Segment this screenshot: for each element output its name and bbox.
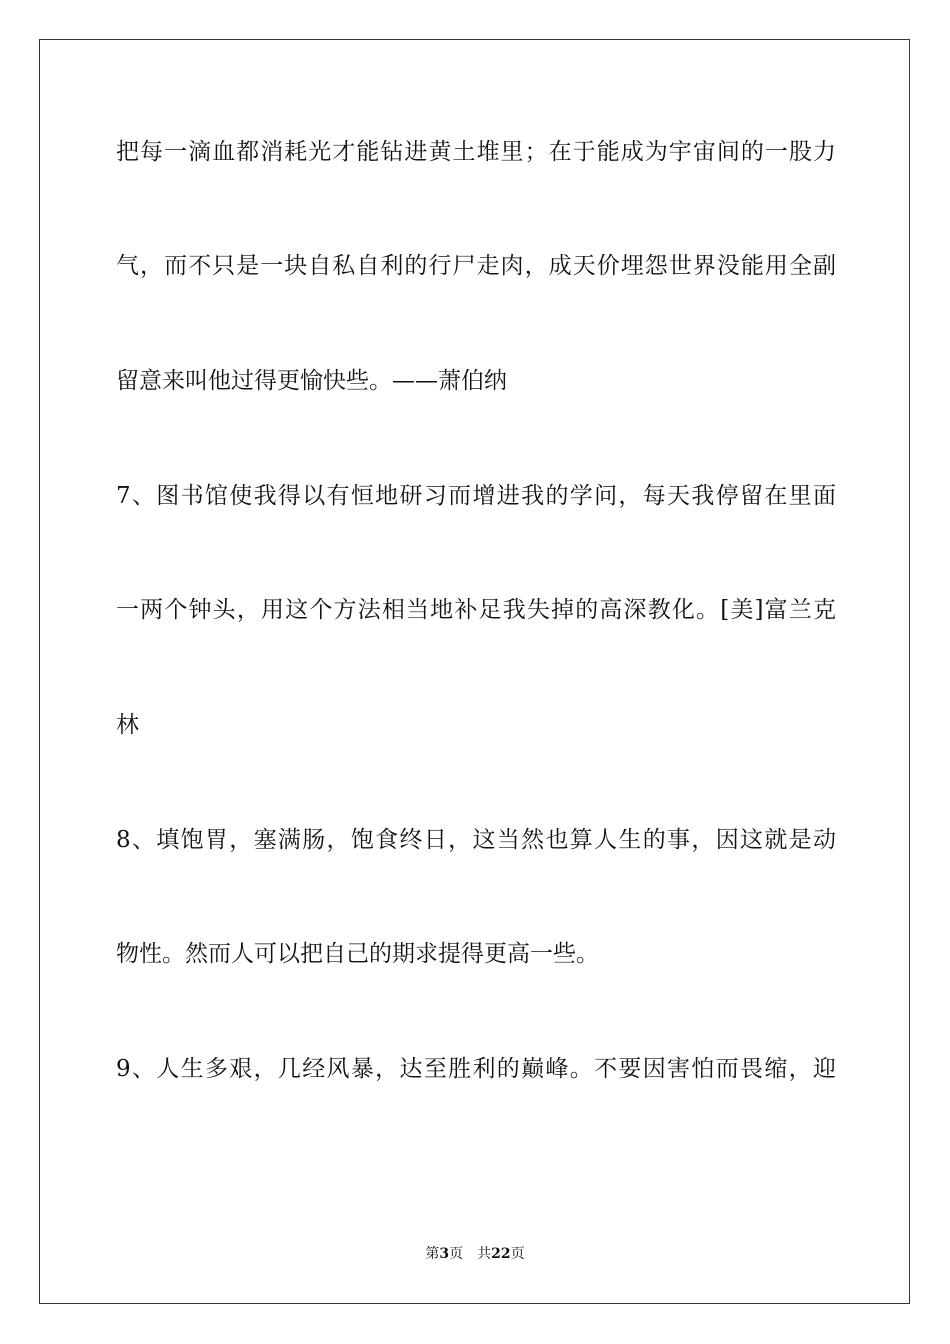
footer-total-suffix: 页 [510, 1246, 525, 1262]
text-line-6: 林 [116, 712, 139, 738]
text-line-1: 把每一滴血都消耗光才能钻进黄土堆里；在于能成为宇宙间的一股力 [116, 139, 836, 165]
page-footer [0, 1245, 950, 1263]
text-line-5: 一两个钟头，用这个方法相当地补足我失掉的高深教化。[美]富兰克 [116, 597, 836, 623]
footer-page-prefix: 第 [425, 1246, 440, 1262]
text-line-9: 9、人生多艰，几经风暴，达至胜利的巅峰。不要因害怕而畏缩，迎 [116, 1056, 836, 1082]
text-line-7: 8、填饱胃，塞满肠，饱食终日，这当然也算人生的事，因这就是动 [116, 827, 836, 853]
footer-total-prefix: 共 [477, 1246, 492, 1262]
text-line-2: 气，而不只是一块自私自利的行尸走肉，成天价埋怨世界没能用全副 [116, 253, 836, 279]
footer-page-suffix: 页 [449, 1246, 464, 1262]
text-line-4: 7、图书馆使我得以有恒地研习而增进我的学问，每天我停留在里面 [116, 483, 836, 509]
text-line-8: 物性。然而人可以把自己的期求提得更高一些。 [116, 941, 599, 967]
footer-total-number: 22 [491, 1246, 511, 1262]
page-border [39, 39, 910, 1304]
footer-page-number: 3 [439, 1246, 450, 1262]
text-line-3: 留意来叫他过得更愉快些。——萧伯纳 [116, 368, 507, 394]
